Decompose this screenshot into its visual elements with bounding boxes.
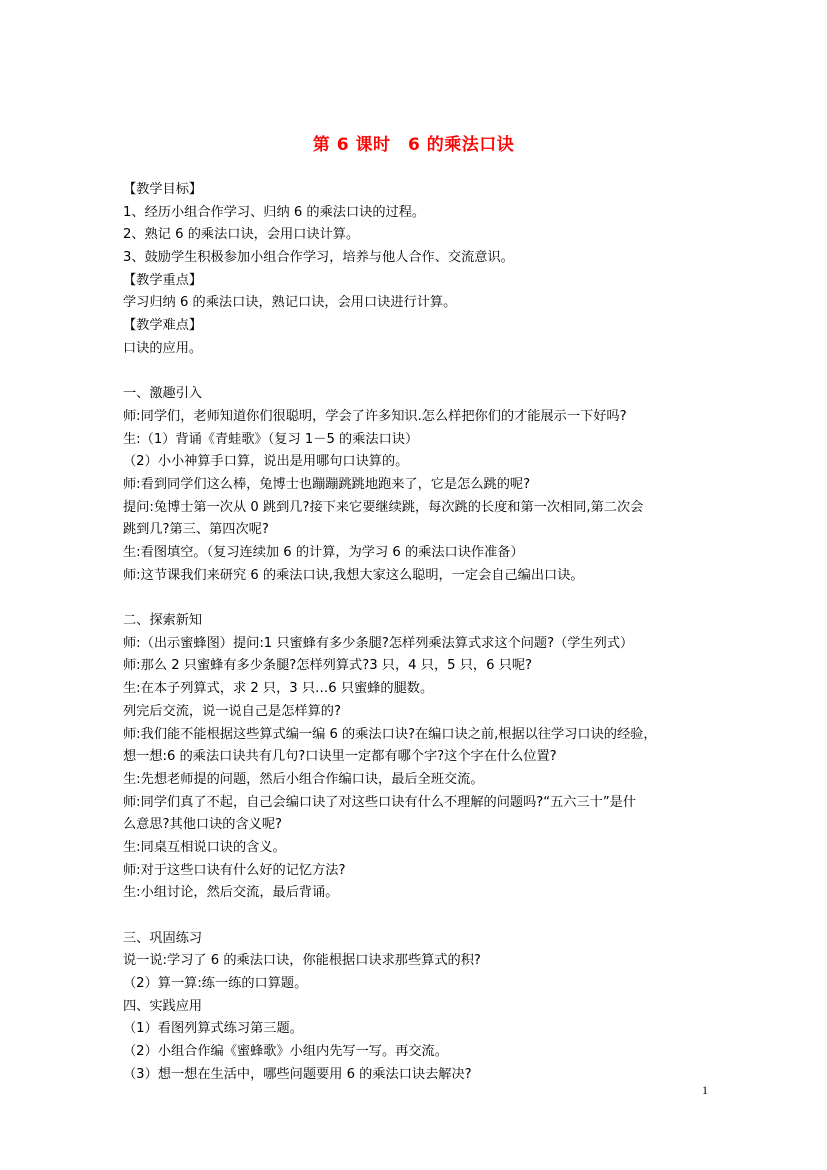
objective-3: 3、鼓励学生积极参加小组合作学习，培养与他人合作、交流意识。	[123, 250, 514, 266]
paragraph-line: 师:看到同学们这么棒，兔博士也蹦蹦跳跳地跑来了，它是怎么跳的呢?	[123, 476, 531, 492]
difficulties-text: 口诀的应用。	[123, 340, 203, 356]
paragraph-line: 提问:兔博士第一次从 0 跳到几?接下来它要继续跳，每次跳的长度和第一次相同,第二次会	[123, 499, 644, 515]
page-title: 第 6 课时 6 的乘法口诀	[312, 135, 515, 155]
paragraph-line: 么意思?其他口诀的含义呢?	[123, 817, 283, 833]
paragraph-line: （2）小小神算手口算，说出是用哪句口诀算的。	[123, 454, 409, 470]
paragraph-line: （2）算一算:练一练的口算题。	[123, 976, 308, 992]
paragraph-line: 说一说:学习了 6 的乘法口诀，你能根据口诀求那些算式的积?	[123, 953, 481, 969]
paragraph-line: 生:同桌互相说口诀的含义。	[123, 839, 286, 855]
section-heading-key-points: 【教学重点】	[123, 272, 203, 288]
paragraph-line: （3）想一想在生活中，哪些问题要用 6 的乘法口诀去解决?	[123, 1066, 472, 1082]
paragraph-line: 列完后交流，说一说自己是怎样算的?	[123, 703, 341, 719]
paragraph-line: 师:对于这些口诀有什么好的记忆方法?	[123, 862, 346, 878]
paragraph-line: 师:同学们真了不起，自己会编口诀了对这些口诀有什么不理解的问题吗?“五六三十”是什	[123, 794, 637, 810]
section-heading-explore: 二、探索新知	[123, 613, 203, 629]
page-number: 1	[702, 1083, 708, 1097]
blank-line	[123, 361, 723, 384]
blank-line	[123, 587, 723, 610]
paragraph-line: 跳到几?第三、第四次呢?	[123, 522, 269, 538]
paragraph-line: 生:（1）背诵《青蛙歌》（复习 1－5 的乘法口诀）	[123, 431, 419, 447]
paragraph-line: 生:小组讨论，然后交流，最后背诵。	[123, 885, 339, 901]
paragraph-line: 师:这节课我们来研究 6 的乘法口诀,我想大家这么聪明，一定会自己编出口诀。	[123, 567, 584, 583]
objective-2: 2、熟记 6 的乘法口诀，会用口诀计算。	[123, 227, 360, 243]
paragraph-line: （1）看图列算式练习第三题。	[123, 1021, 303, 1037]
blank-line	[123, 905, 723, 928]
paragraph-line: 生:先想老师提的问题，然后小组合作编口诀，最后全班交流。	[123, 771, 484, 787]
section-heading-practice: 三、巩固练习	[123, 930, 203, 946]
paragraph-line: 想一想:6 的乘法口诀共有几句?口诀里一定都有哪个字?这个字在什么位置?	[123, 749, 557, 765]
paragraph-line: 师:那么 2 只蜜蜂有多少条腿?怎样列算式?3 只，4 只，5 只，6 只呢?	[123, 658, 533, 674]
paragraph-line: 生:看图填空。（复习连续加 6 的计算，为学习 6 的乘法口诀作准备）	[123, 545, 524, 560]
objective-1: 1、经历小组合作学习、归纳 6 的乘法口诀的过程。	[123, 204, 426, 220]
section-heading-objectives: 【教学目标】	[123, 182, 203, 197]
paragraph-line: 生:在本子列算式，求 2 只，3 只…6 只蜜蜂的腿数。	[123, 681, 434, 697]
key-points-text: 学习归纳 6 的乘法口诀，熟记口诀，会用口诀进行计算。	[123, 295, 457, 311]
section-heading-intro: 一、激趣引入	[123, 386, 203, 402]
paragraph-line: 师:（出示蜜蜂图）提问:1 只蜜蜂有多少条腿?怎样列乘法算式求这个问题?（学生列式）	[123, 635, 634, 651]
section-heading-application: 四、实践应用	[123, 998, 203, 1014]
section-heading-difficulties: 【教学难点】	[123, 318, 203, 334]
paragraph-line: （2）小组合作编《蜜蜂歌》小组内先写一写。再交流。	[123, 1044, 448, 1060]
paragraph-line: 师:同学们，老师知道你们很聪明，学会了许多知识.怎么样把你们的才能展示一下好吗?	[123, 408, 627, 424]
paragraph-line: 师:我们能不能根据这些算式编一编 6 的乘法口诀?在编口诀之前,根据以往学习口诀的经验，	[123, 726, 657, 742]
document-body	[123, 179, 723, 1087]
